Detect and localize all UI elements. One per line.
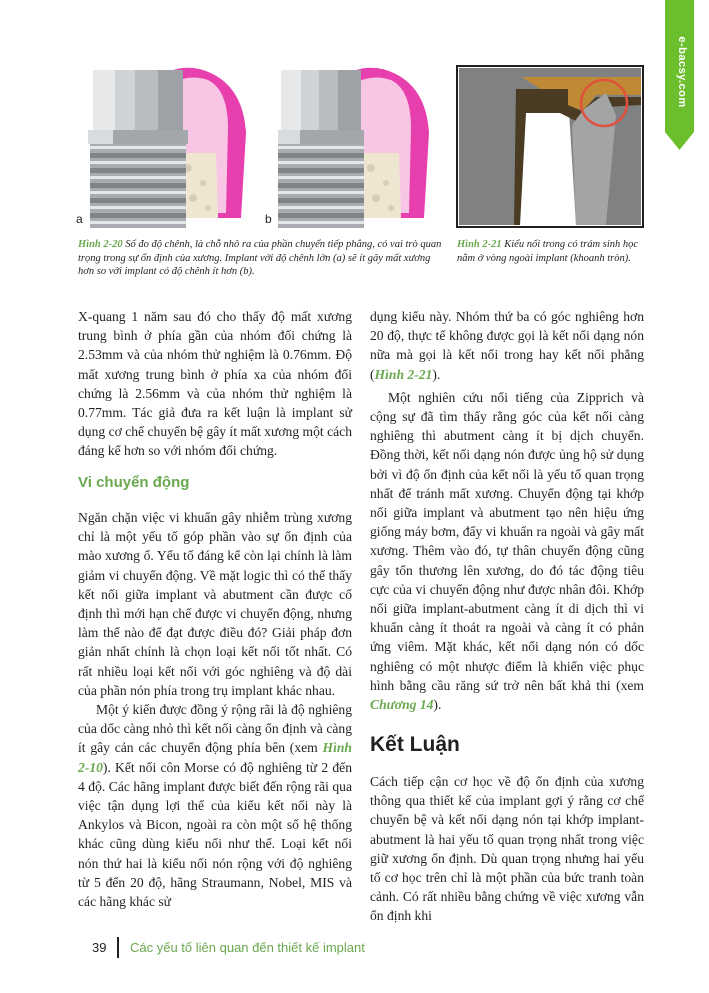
figure-label-a: a [76,212,83,226]
figure-label-b: b [265,212,272,226]
section-heading-vi-chuyen-dong: Vi chuyển động [78,474,190,491]
left-paragraph-2: Ngăn chặn việc vi khuẩn gây nhiễm trùng xương chỉ là một yếu tố góp phần vào sự ổn định của mào xương ổ. Yếu tố đáng kể còn lại chính là làm giảm vi chuyển động. Về mặt logic thì có thể thấy kết nối giữa implant và abutment cần được cố định thì mới hạn chế được vi chuyển động, nhưng làm thế nào để đạt được điều đó? Giải pháp đơn giản nhất chính là chọn loại kết nối tốt nhất. Có rất nhiều loại kết nối với góc nghiêng và độ dài của phần nón phía trong trụ implant khác nhau. [78,510,352,698]
ref-hinh-2-21: Hình 2-21 [374,366,433,382]
figure-2-20-image-a [78,58,259,228]
right-paragraph-2: Một nghiên cứu nổi tiếng của Zipprich và cộng sự đã tìm thấy rằng góc của kết nối càng nghiêng thì abutment càng ít bị dịch chuyển. Đồng thời, kết nối dạng nón được ủng hộ sử dụng bởi vì độ ổn định của kết nối là yếu tố quan trọng nhất để tránh mất xương. Chuyển động tại khớp nối giữa implant và abutment tạo nên hiệu ứng giống máy bơm, đẩy vi khuẩn ra ngoài và gây mất xương. Thêm vào đó, tự thân chuyển động cũng gây tổn thương lên xương, do đó tác động tiêu cực của vi chuyển động như được nhân đôi. Khớp nối giữa implant-abutment càng ít di dịch thì vi khuẩn càng ít thoát ra ngoài và càng ít có phản ứng viêm. Mặt khác, kết nối dạng nón có dốc nghiêng có một nhược điểm là khiến việc phục hình bằng cầu răng sứ trở nên bất khả thi (xem Chương 14). [370,389,644,713]
ref-hinh-2-10: Hình 2-10 [78,740,352,775]
figure-2-21-caption-text: Kiểu nối trong có trám sinh học nằm ở vòng ngoài implant (khoanh tròn). [457,239,639,264]
left-column-top [78,307,352,461]
figure-2-21-caption-number: Hình 2-21 [457,239,502,250]
running-footer-title: Các yếu tố liên quan đến thiết kế implant [130,940,365,955]
right-column-top [370,307,644,714]
right-paragraph-3: Cách tiếp cận cơ học về độ ổn định của xương thông qua thiết kế của implant gợi ý rằng cơ chế chuyển bệ và kết nối dạng nón tại khớp implant-abutment là hai yếu tố quan trọng nhất trong việc giữ xương ổn định. Dù quan trọng nhưng hai yếu tố cơ học trên chỉ là một phần của bức tranh toàn cảnh. Có rất nhiều bằng chứng về việc xương vẫn ổn định khi [370,774,644,924]
side-tab [665,0,694,150]
figure-2-20-caption [78,238,445,279]
ref-chuong-14: Chương 14 [370,697,434,713]
footer-divider [117,937,119,958]
side-tab-text: e-bacsy.com [676,36,688,108]
right-column-bottom [370,772,644,926]
left-paragraph-3: Một ý kiến được đồng ý rộng rãi là độ nghiêng của dốc càng nhỏ thì kết nối càng ổn định và càng ít gây cản các chuyển động phía bên (xem Hình 2-10). Kết nối côn Morse có độ nghiêng từ 2 đến 4 độ. Các hãng implant được biết đến rộng rãi qua việc tận dụng lợi thế của kiểu kết nối này là Ankylos và Bicon, ngoài ra còn một số hệ thống khác cũng dùng kiểu nối như thế. Loại kết nối nón thứ hai là kiểu nối nón rộng với độ nghiêng từ 5 đến 20 độ, hãng Straumann, Nobel, MIS và các hãng khác sử [78,702,352,910]
left-paragraph-1: X-quang 1 năm sau đó cho thấy độ mất xương trung bình ở phía gần của nhóm đối chứng là 2.53mm và của nhóm thử nghiệm là 0.76mm. Độ mất xương trung bình ở phía xa của nhóm đối chứng là 2.56mm và của nhóm thử nghiệm là 0.77mm. Tác giả đưa ra kết luận là implant sử dụng cơ chế chuyển bệ gây ít mất xương một cách đáng kể hơn so với nhóm đối chứng. [78,309,352,459]
right-paragraph-1: dụng kiểu này. Nhóm thứ ba có góc nghiêng hơn 20 độ, thực tế không được gọi là kết nối dạng nón nữa mà gọi là kết nối trong hay kết nối phẳng (Hình 2-21). [370,309,644,382]
figure-2-20-caption-number: Hình 2-20 [78,239,123,250]
figure-2-20-caption-text: Số đo độ chênh, là chỗ nhô ra của phần chuyển tiếp phẳng, có vai trò quan trọng trong sự ổn định của xương. Implant với độ chênh lớn (a) sẽ ít gây mất xương hơn so với implant có độ chênh ít hơn (b). [78,239,442,277]
figure-2-21-caption [457,238,645,265]
page-number: 39 [92,940,107,955]
figure-2-21-image [456,65,644,228]
left-column-bottom [78,508,352,911]
figure-2-20-image-b [266,58,447,228]
section-heading-ket-luan: Kết Luận [370,733,460,756]
